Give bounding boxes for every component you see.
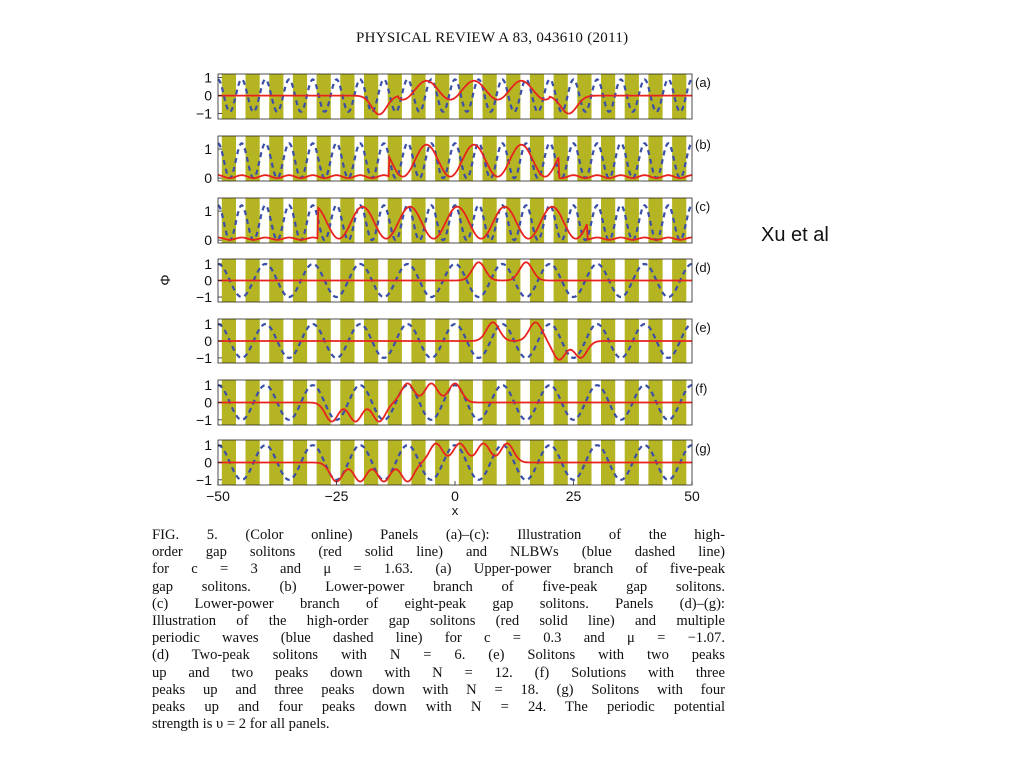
caption-line: FIG. 5. (Color online) Panels (a)–(c): Illustration of the high-: [152, 527, 725, 543]
y-tick-label: 0: [204, 87, 212, 104]
caption-line: strength is υ = 2 for all panels.: [152, 716, 330, 733]
caption-line: (c) Lower-power branch of eight-peak gap solitons. Panels (d)–(g):: [152, 595, 725, 612]
panel-g: [218, 440, 692, 485]
caption-line: gap solitons. (b) Lower-power branch of five-peak gap solitons.: [152, 578, 725, 595]
potential-stripe: [411, 198, 425, 243]
panel-label: (c): [695, 199, 711, 214]
potential-stripe: [435, 380, 449, 425]
y-tick-label: 1: [204, 316, 212, 333]
y-tick-label: −1: [196, 105, 212, 122]
caption-line: peaks up and three peaks down with N = 18. (g) Solitons with four: [152, 681, 725, 698]
soliton-curve: [218, 262, 692, 280]
y-tick-label: 0: [204, 272, 212, 289]
y-tick-label: −1: [196, 411, 212, 428]
panel-b: [218, 136, 692, 181]
potential-stripe: [506, 198, 520, 243]
figure-caption: [152, 527, 725, 733]
caption-line: peaks up and four peaks down with N = 24. The periodic potential: [152, 699, 725, 716]
potential-stripe: [293, 198, 307, 243]
x-axis-label: x: [451, 503, 459, 518]
potential-stripe: [435, 440, 449, 485]
y-axis-label: Φ: [157, 274, 173, 286]
soliton-curve: [218, 443, 692, 481]
panel-f: [218, 380, 692, 425]
y-tick-label: −1: [196, 471, 212, 488]
potential-stripe: [222, 136, 236, 181]
x-tick-label: −25: [324, 488, 349, 504]
y-tick-label: 0: [204, 333, 212, 349]
panel-c: [218, 198, 692, 243]
y-tick-label: 1: [204, 69, 212, 86]
potential-stripe: [554, 198, 568, 243]
y-tick-label: 1: [204, 437, 212, 454]
soliton-curve: [218, 81, 692, 115]
panel-label: (e): [695, 320, 711, 335]
soliton-curve: [218, 322, 692, 359]
x-tick-label: −50: [206, 488, 230, 504]
y-tick-label: 0: [204, 170, 212, 187]
y-tick-label: −1: [196, 349, 212, 366]
caption-line: periodic waves (blue dashed line) for c = 0.3 and μ = −1.07.: [152, 630, 725, 647]
potential-stripe: [530, 74, 544, 119]
x-tick-label: 50: [684, 488, 700, 504]
potential-stripe: [625, 136, 639, 181]
y-tick-label: 1: [204, 255, 212, 272]
potential-stripe: [411, 440, 425, 485]
potential-stripe: [648, 136, 662, 181]
potential-stripe: [388, 74, 402, 119]
y-tick-label: 1: [204, 377, 212, 394]
y-tick-label: 0: [204, 394, 212, 411]
caption-line: order gap solitons (red solid line) and NLBWs (blue dashed line): [152, 544, 725, 561]
author-note: Xu et al: [761, 224, 829, 246]
potential-stripe: [293, 136, 307, 181]
potential-stripe: [222, 198, 236, 243]
panel-d: [218, 259, 692, 302]
x-tick-label: 0: [451, 488, 459, 504]
y-tick-label: 0: [204, 454, 212, 471]
soliton-curve: [218, 383, 692, 421]
nlbw-wave: [218, 205, 692, 240]
soliton-curve: [218, 145, 692, 178]
potential-stripe: [364, 198, 378, 243]
panel-label: (a): [695, 75, 711, 90]
x-tick-label: 25: [565, 488, 582, 504]
panel-e: [218, 319, 692, 363]
caption-line: Illustration of the high-order gap solitons (red solid line) and multiple: [152, 613, 725, 630]
y-tick-label: −1: [196, 289, 212, 306]
potential-stripe: [459, 440, 473, 485]
potential-stripe: [625, 198, 639, 243]
potential-stripe: [506, 136, 520, 181]
potential-stripe: [648, 198, 662, 243]
potential-stripe: [411, 380, 425, 425]
journal-header: PHYSICAL REVIEW A 83, 043610 (2011): [356, 30, 629, 46]
panel-a: [218, 74, 692, 119]
panel-label: (b): [695, 137, 711, 152]
y-tick-label: 1: [204, 203, 212, 220]
potential-stripe: [577, 136, 591, 181]
panel-label: (f): [695, 381, 708, 396]
y-tick-label: 1: [204, 141, 212, 158]
caption-line: up and two peaks down with N = 12. (f) Solutions with three: [152, 664, 725, 681]
y-tick-label: 0: [204, 232, 212, 249]
panel-label: (g): [695, 441, 711, 456]
panel-label: (d): [695, 260, 711, 275]
potential-stripe: [364, 136, 378, 181]
caption-line: for c = 3 and μ = 1.63. (a) Upper-power branch of five-peak: [152, 561, 725, 578]
caption-line: (d) Two-peak solitons with N = 6. (e) Solitons with two peaks: [152, 647, 725, 664]
potential-stripe: [554, 136, 568, 181]
potential-stripe: [411, 136, 425, 181]
soliton-curve: [218, 207, 692, 240]
